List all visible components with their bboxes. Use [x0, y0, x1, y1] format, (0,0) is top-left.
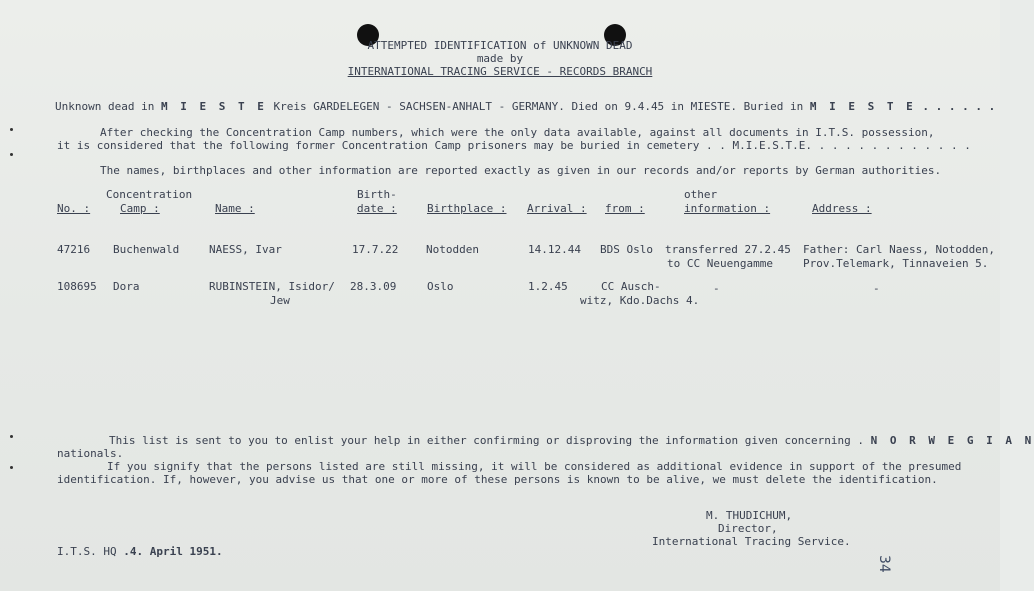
- row-address: -: [873, 282, 880, 295]
- row-arrival: 1.2.45: [528, 280, 568, 293]
- header-from: from :: [605, 202, 645, 215]
- margin-mark: [10, 153, 13, 156]
- header-name: Name :: [215, 202, 255, 215]
- row-birthdate: 28.3.09: [350, 280, 397, 293]
- header-birthplace: Birthplace :: [427, 202, 507, 215]
- row-birthdate: 17.7.22: [352, 243, 399, 256]
- nationality: N O R W E G I A N: [870, 434, 1034, 447]
- header-camp: Camp :: [120, 202, 160, 215]
- checking-paragraph-line2: it is considered that the following former Concentration Camp prisoners may be buried in cemetery . . M.I.E.S.T.E. . . . . . . . . . . . .: [57, 139, 971, 152]
- row-from-cont: witz, Kdo.Dachs 4.: [580, 294, 700, 307]
- document-title: ATTEMPTED IDENTIFICATION of UNKNOWN DEAD: [367, 39, 633, 52]
- header-no: No. :: [57, 202, 91, 215]
- header-birthdate: date :: [357, 202, 397, 215]
- place-name: M I E S T E: [160, 100, 267, 113]
- nationals-line: nationals.: [57, 447, 124, 460]
- header-birth-top: Birth-: [357, 188, 397, 201]
- row-other: -: [713, 282, 720, 295]
- row-birthplace: Notodden: [426, 243, 479, 256]
- header-camp-top: Concentration: [106, 188, 193, 201]
- signatory-title: Director,: [718, 522, 778, 535]
- row-name-cont: Jew: [270, 294, 290, 307]
- enlist-help-line: [109, 434, 1034, 447]
- header-other: information :: [684, 202, 771, 215]
- row-name: RUBINSTEIN, Isidor/: [209, 280, 335, 293]
- names-note: The names, birthplaces and other information are reported exactly as given in our records and/or reports by German authorities.: [100, 164, 942, 177]
- burial-place: M I E S T E: [809, 100, 916, 113]
- signatory-organization: International Tracing Service.: [652, 535, 851, 548]
- handwritten-page-number: 34: [876, 555, 892, 573]
- margin-mark: [10, 435, 13, 438]
- row-camp: Dora: [113, 280, 140, 293]
- row-address: Father: Carl Naess, Notodden,: [803, 243, 996, 256]
- row-other-cont: to CC Neuengamme: [667, 257, 773, 270]
- missing-persons-line: If you signify that the persons listed are still missing, it will be considered as additional evidence in support of the presumed: [107, 460, 962, 473]
- header-other-top: other: [684, 188, 718, 201]
- checking-paragraph-line1: After checking the Concentration Camp numbers, which were the only data available, against all documents in I.T.S. possession,: [100, 126, 935, 139]
- unknown-dead-line: [55, 100, 995, 113]
- row-from: CC Ausch-: [601, 280, 661, 293]
- place-date-line: [57, 545, 223, 558]
- row-from: BDS Oslo: [600, 243, 653, 256]
- organization-line: INTERNATIONAL TRACING SERVICE - RECORDS BRANCH: [347, 65, 653, 78]
- identification-line: identification. If, however, you advise us that one or more of these persons is known to be alive, we must delete the identification.: [57, 473, 938, 486]
- trailing-dots: . . . . . .: [922, 100, 996, 113]
- margin-mark: [10, 466, 13, 469]
- place: I.T.S. HQ: [57, 545, 117, 558]
- unknown-dead-details: Kreis GARDELEGEN - SACHSEN-ANHALT - GERMANY. Died on 9.4.45 in MIESTE. Buried in: [273, 100, 804, 113]
- row-arrival: 14.12.44: [528, 243, 581, 256]
- unknown-dead-prefix: Unknown dead in: [55, 100, 155, 113]
- issue-date: .4. April 1951.: [123, 545, 223, 558]
- enlist-help-text: This list is sent to you to enlist your help in either confirming or disproving the information given concerning .: [109, 434, 864, 447]
- signatory-name: M. THUDICHUM,: [706, 509, 793, 522]
- header-arrival: Arrival :: [527, 202, 587, 215]
- made-by-line: made by: [476, 52, 524, 65]
- row-camp: Buchenwald: [113, 243, 180, 256]
- row-address-cont: Prov.Telemark, Tinnaveien 5.: [803, 257, 989, 270]
- row-birthplace: Oslo: [427, 280, 454, 293]
- row-number: 47216: [57, 243, 91, 256]
- header-address: Address :: [812, 202, 872, 215]
- row-other: transferred 27.2.45: [665, 243, 791, 256]
- row-name: NAESS, Ivar: [209, 243, 282, 256]
- margin-mark: [10, 128, 13, 131]
- row-number: 108695: [57, 280, 97, 293]
